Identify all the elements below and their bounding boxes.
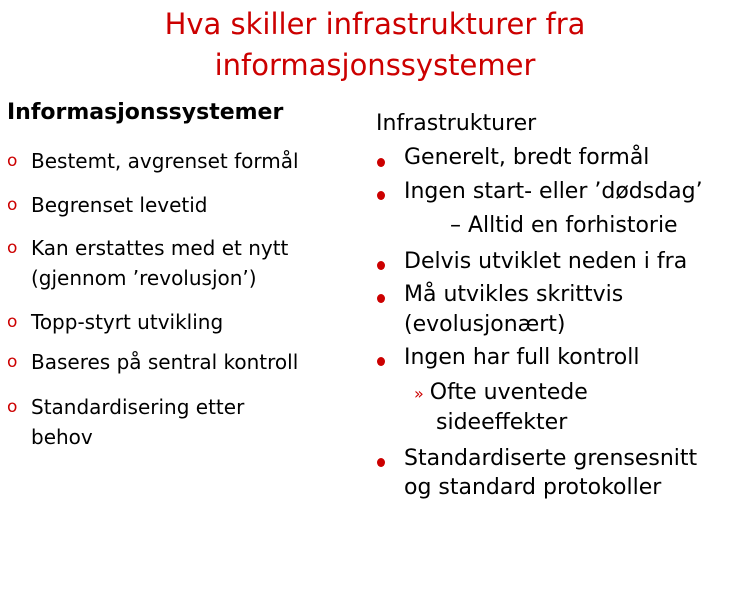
round-bullet-icon — [377, 294, 385, 303]
list-item-text: Baseres på sentral kontroll — [31, 350, 299, 374]
round-bullet-icon — [377, 261, 385, 270]
left-column-heading: Informasjonssystemer — [7, 100, 284, 125]
slide-title-line-2: informasjonssystemer — [214, 48, 536, 82]
list-item-text: Generelt, bredt formål — [404, 145, 650, 170]
slide-title-line-1: Hva skiller infrastrukturer fra — [164, 7, 586, 41]
list-item-text: Standardisering etter — [31, 395, 245, 419]
circle-bullet-icon: o — [7, 238, 18, 258]
circle-bullet-icon: o — [7, 312, 18, 332]
list-item-text: og standard protokoller — [404, 475, 662, 500]
sub-item-text: sideeffekter — [436, 410, 568, 435]
circle-bullet-icon: o — [7, 195, 18, 215]
list-item-text: Ingen har full kontroll — [404, 345, 640, 370]
circle-bullet-icon: o — [7, 151, 18, 171]
sub-item — [414, 378, 588, 409]
list-item-text: Begrenset levetid — [31, 193, 208, 217]
circle-bullet-icon: o — [7, 352, 18, 372]
list-item-text: Ingen start- eller ’dødsdag’ — [404, 179, 703, 204]
list-item-text: (evolusjonært) — [404, 312, 566, 337]
list-item-text: Må utvikles skrittvis — [404, 282, 624, 307]
slide-title — [0, 4, 750, 86]
list-item-text: Topp-styrt utvikling — [31, 310, 224, 334]
round-bullet-icon — [377, 158, 385, 167]
round-bullet-icon — [377, 357, 385, 366]
round-bullet-icon — [377, 191, 385, 200]
list-item-text: behov — [31, 425, 93, 449]
circle-bullet-icon: o — [7, 397, 18, 417]
sub-item-text: – Alltid en forhistorie — [450, 213, 678, 238]
list-item-text: Standardiserte grensesnitt — [404, 446, 698, 471]
list-item-text: Delvis utviklet neden i fra — [404, 249, 688, 274]
round-bullet-icon — [377, 458, 385, 467]
double-chevron-icon: » — [414, 384, 424, 403]
list-item-text: Kan erstattes med et nytt — [31, 236, 289, 260]
list-item-text: (gjennom ’revolusjon’) — [31, 266, 257, 290]
sub-item-text: Ofte uventede — [429, 380, 588, 405]
right-column-heading: Infrastrukturer — [376, 111, 537, 136]
list-item-text: Bestemt, avgrenset formål — [31, 149, 299, 173]
